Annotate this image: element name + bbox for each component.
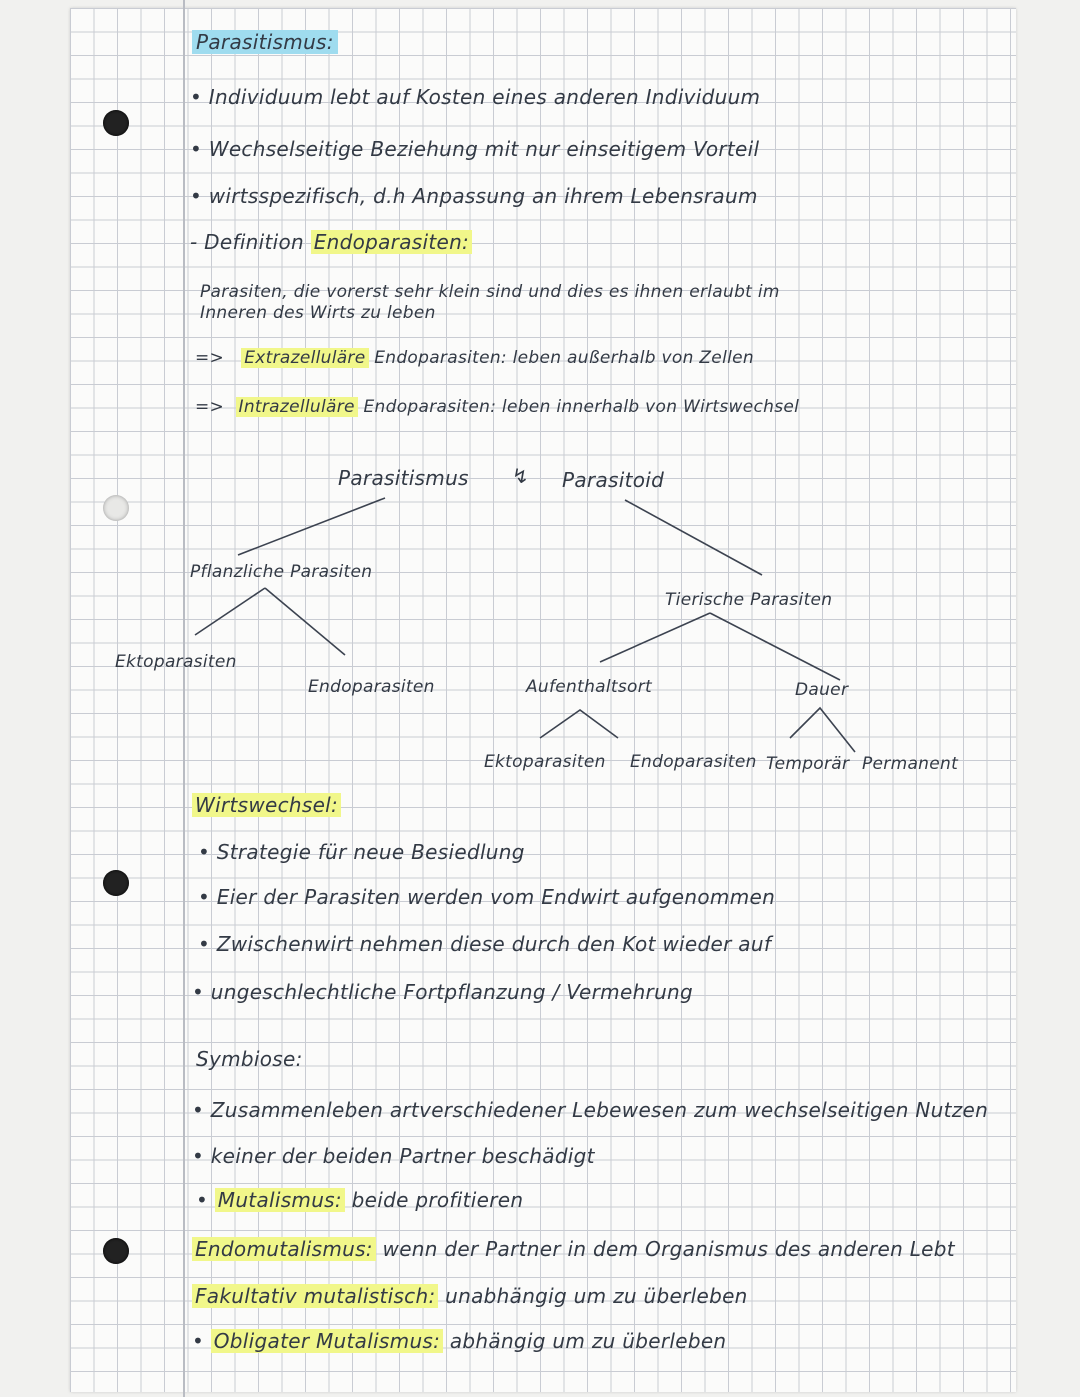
mutalismus-text: beide profitieren [351,1188,524,1212]
bullet-line: • Zusammenleben artverschiedener Lebewesen zum wechselseitigen Nutzen [192,1098,989,1122]
tree-line [790,708,855,752]
heading-parasitismus-text: Parasitismus: [192,30,338,54]
extrazellulaer-term: Extrazelluläre [241,348,368,368]
definition-text: Inneren des Wirts zu leben [200,303,436,323]
fakultativ-text: unabhängig um zu überleben [445,1284,748,1308]
endomutalismus-term: Endomutalismus: [192,1237,376,1261]
lightning-icon: ↯ [512,464,530,488]
tree-line [238,498,385,555]
tree-line [195,588,265,635]
tree-node-dauer: Dauer [795,680,849,700]
bullet-line: • wirtsspezifisch, d.h Anpassung an ihrem Lebensraum [190,184,758,208]
fakultativ-line [192,1284,748,1308]
tree-root-parasitismus: Parasitismus [338,466,469,490]
tree-leaf-ektoparasiten: Ektoparasiten [484,752,606,772]
tree-node-pflanzliche: Pflanzliche Parasiten [190,562,373,582]
obligat-line: • Obligater Mutalismus: abhängig um zu überleben [192,1329,727,1353]
mutalismus-term: Mutalismus: [215,1188,345,1212]
definition-prefix: - Definition [190,230,311,254]
tree-line [600,613,710,662]
bullet-line: • Wechselseitige Beziehung mit nur einseitigem Vorteil [190,137,760,161]
extrazellulaer-text: Endoparasiten: leben außerhalb von Zellen [374,348,754,368]
endomutalismus-line [192,1237,955,1261]
arrow-symbol: => [195,348,225,368]
tree-node-tierische: Tierische Parasiten [665,590,833,610]
definition-text: Parasiten, die vorerst sehr klein sind und dies es ihnen erlaubt im [200,282,780,302]
bullet-line: • keiner der beiden Partner beschädigt [192,1144,595,1168]
bullet-line: • Strategie für neue Besiedlung [198,840,525,864]
bullet-line: • Zwischenwirt nehmen diese durch den Kot wieder auf [198,932,772,956]
tree-node-ektoparasiten: Ektoparasiten [115,652,237,672]
heading-wirtswechsel-text: Wirtswechsel: [192,793,341,817]
endomutalismus-text: wenn der Partner in dem Organismus des anderen Lebt [382,1237,955,1261]
tree-line [540,710,618,738]
tree-line [710,613,840,680]
bullet-line: • Individuum lebt auf Kosten eines anderen Individuum [190,85,761,109]
tree-leaf-temporaer: Temporär [766,754,850,774]
tree-node-aufenthaltsort: Aufenthaltsort [526,677,652,697]
bullet-line: • ungeschlechtliche Fortpflanzung / Vermehrung [192,980,694,1004]
definition-term: Endoparasiten: [311,230,472,254]
intrazellulaer-term: Intrazelluläre [236,397,358,417]
fakultativ-term: Fakultativ mutalistisch: [192,1284,438,1308]
heading-wirtswechsel [192,793,341,817]
tree-line [625,500,762,575]
mutalismus-line: • Mutalismus: beide profitieren [196,1188,524,1212]
tree-node-endoparasiten: Endoparasiten [308,677,435,697]
arrow-symbol: => [195,397,225,417]
bullet-line: • Eier der Parasiten werden vom Endwirt aufgenommen [198,885,776,909]
obligat-text: abhängig um zu überleben [449,1329,727,1353]
tree-line [265,588,345,655]
heading-symbiose: Symbiose: [196,1047,303,1071]
tree-root-parasitoid: Parasitoid [562,468,665,492]
tree-leaf-permanent: Permanent [862,754,959,774]
tree-leaf-endoparasiten: Endoparasiten [630,752,757,772]
intrazellulaer-text: Endoparasiten: leben innerhalb von Wirtswechsel [363,397,800,417]
obligat-term: Obligater Mutalismus: [211,1329,443,1353]
